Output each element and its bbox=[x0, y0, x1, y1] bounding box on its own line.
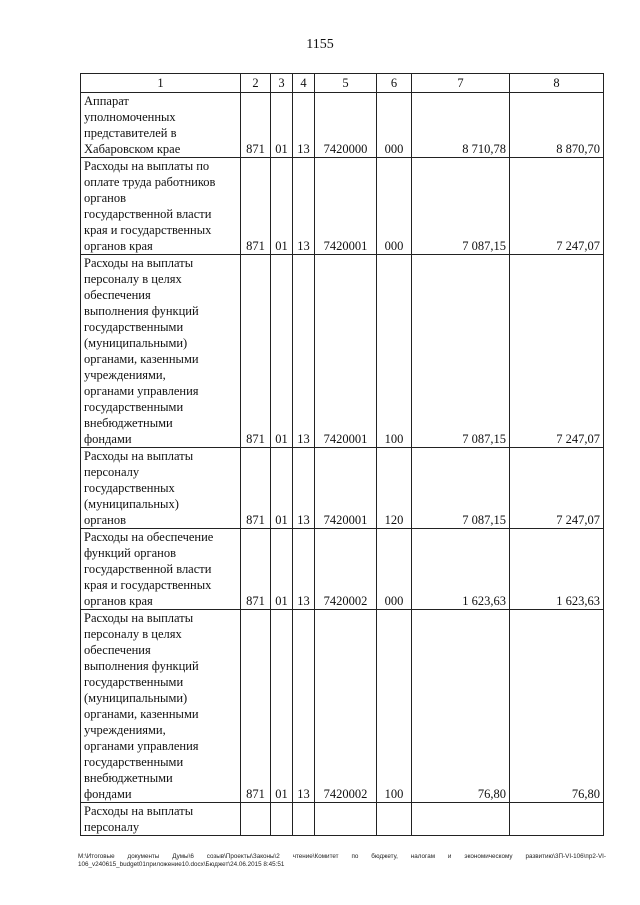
row-name-line: органов bbox=[84, 513, 127, 527]
table-cell: 100 bbox=[377, 610, 412, 803]
table-cell: 7420001 bbox=[315, 158, 377, 255]
table-cell: 100 bbox=[377, 255, 412, 448]
table-cell: 01 bbox=[271, 448, 293, 529]
row-name-line: государственной власти bbox=[84, 207, 212, 221]
footer-file-path: M:\Итоговые документы Думы\6 созыв\Проекты\Законы\2 чтение\Комитет по бюджету, налогам и экономическому развитию\3П-VI-106\пр2-VI-106_v240615_budget01приложение10.docx\Бюджет\24.06.2015 8:45:51 bbox=[78, 853, 606, 868]
row-name-cell bbox=[81, 93, 241, 158]
table-cell: 000 bbox=[377, 158, 412, 255]
column-header: 6 bbox=[377, 74, 412, 93]
table-cell: 7 247,07 bbox=[510, 448, 604, 529]
table-cell: 120 bbox=[377, 448, 412, 529]
table-cell: 7 247,07 bbox=[510, 158, 604, 255]
row-name-line: (муниципальными) bbox=[84, 336, 188, 350]
row-name-cell bbox=[81, 448, 241, 529]
table-cell: 1 623,63 bbox=[412, 529, 510, 610]
table-cell: 01 bbox=[271, 255, 293, 448]
row-name-line: персоналу bbox=[84, 465, 140, 479]
table-cell: 7 087,15 bbox=[412, 255, 510, 448]
table-cell: 871 bbox=[241, 610, 271, 803]
row-name-line: государственных bbox=[84, 481, 175, 495]
row-name-line: обеспечения bbox=[84, 288, 151, 302]
row-name-cell bbox=[81, 803, 241, 836]
row-name-line: учреждениями, bbox=[84, 723, 166, 737]
row-name-line: Расходы на выплаты bbox=[84, 611, 194, 625]
table-cell: 000 bbox=[377, 529, 412, 610]
column-header: 3 bbox=[271, 74, 293, 93]
table-cell: 871 bbox=[241, 529, 271, 610]
table-cell bbox=[510, 803, 604, 836]
row-name-line: Аппарат bbox=[84, 94, 129, 108]
table-cell: 7420001 bbox=[315, 448, 377, 529]
row-name-line: (муниципальными) bbox=[84, 691, 188, 705]
table-cell: 7 087,15 bbox=[412, 158, 510, 255]
column-header: 5 bbox=[315, 74, 377, 93]
table-cell: 1 623,63 bbox=[510, 529, 604, 610]
table-cell: 871 bbox=[241, 93, 271, 158]
row-name-line: государственной власти bbox=[84, 562, 212, 576]
row-name-cell bbox=[81, 158, 241, 255]
table-cell: 13 bbox=[293, 529, 315, 610]
table-cell bbox=[293, 803, 315, 836]
table-cell: 01 bbox=[271, 93, 293, 158]
column-header: 2 bbox=[241, 74, 271, 93]
table-cell: 13 bbox=[293, 448, 315, 529]
row-name-cell bbox=[81, 529, 241, 610]
table-cell: 13 bbox=[293, 158, 315, 255]
table-cell: 76,80 bbox=[412, 610, 510, 803]
row-name-line: государственными bbox=[84, 320, 184, 334]
table-cell: 871 bbox=[241, 158, 271, 255]
table-cell: 000 bbox=[377, 93, 412, 158]
table-cell bbox=[315, 803, 377, 836]
row-name-line: Расходы на выплаты bbox=[84, 256, 194, 270]
budget-table bbox=[80, 73, 604, 836]
table-cell: 7420002 bbox=[315, 529, 377, 610]
column-header: 7 bbox=[412, 74, 510, 93]
row-name-cell bbox=[81, 610, 241, 803]
table-cell: 01 bbox=[271, 529, 293, 610]
table-cell bbox=[412, 803, 510, 836]
table-cell: 871 bbox=[241, 448, 271, 529]
row-name-line: выполнения функций bbox=[84, 304, 199, 318]
table-cell: 7420002 bbox=[315, 610, 377, 803]
row-name-line: Расходы на выплаты по bbox=[84, 159, 210, 173]
row-name-line: государственными bbox=[84, 755, 184, 769]
table-row bbox=[81, 93, 604, 158]
table-row bbox=[81, 803, 604, 836]
row-name-line: выполнения функций bbox=[84, 659, 199, 673]
row-name-line: внебюджетными bbox=[84, 416, 173, 430]
row-name-line: персоналу bbox=[84, 820, 140, 834]
table-row bbox=[81, 158, 604, 255]
row-name-line: фондами bbox=[84, 432, 132, 446]
row-name-line: органами, казенными bbox=[84, 352, 199, 366]
table-cell: 13 bbox=[293, 610, 315, 803]
row-name-line: органов края bbox=[84, 239, 153, 253]
row-name-line: края и государственных bbox=[84, 223, 212, 237]
row-name-line: Хабаровском крае bbox=[84, 142, 181, 156]
row-name-line: персоналу в целях bbox=[84, 627, 182, 641]
column-header: 4 bbox=[293, 74, 315, 93]
table-cell: 7420000 bbox=[315, 93, 377, 158]
row-name-line: органами, казенными bbox=[84, 707, 199, 721]
row-name-line: Расходы на выплаты bbox=[84, 804, 194, 818]
table-row bbox=[81, 610, 604, 803]
table-cell: 7 087,15 bbox=[412, 448, 510, 529]
table-cell bbox=[241, 803, 271, 836]
row-name-line: оплате труда работников bbox=[84, 175, 216, 189]
table-cell: 8 710,78 bbox=[412, 93, 510, 158]
table-cell bbox=[271, 803, 293, 836]
row-name-line: представителей в bbox=[84, 126, 177, 140]
table-cell: 76,80 bbox=[510, 610, 604, 803]
row-name-line: государственными bbox=[84, 400, 184, 414]
table-cell: 871 bbox=[241, 255, 271, 448]
row-name-line: внебюджетными bbox=[84, 771, 173, 785]
table-header-row bbox=[81, 74, 604, 93]
row-name-line: персоналу в целях bbox=[84, 272, 182, 286]
row-name-line: государственными bbox=[84, 675, 184, 689]
row-name-line: органов края bbox=[84, 594, 153, 608]
row-name-line: (муниципальных) bbox=[84, 497, 179, 511]
table-cell: 13 bbox=[293, 255, 315, 448]
table-cell: 7 247,07 bbox=[510, 255, 604, 448]
row-name-line: органов bbox=[84, 191, 127, 205]
row-name-line: края и государственных bbox=[84, 578, 212, 592]
row-name-cell bbox=[81, 255, 241, 448]
row-name-line: Расходы на обеспечение bbox=[84, 530, 214, 544]
row-name-line: уполномоченных bbox=[84, 110, 176, 124]
row-name-line: Расходы на выплаты bbox=[84, 449, 194, 463]
table-cell: 13 bbox=[293, 93, 315, 158]
table-cell: 7420001 bbox=[315, 255, 377, 448]
row-name-line: обеспечения bbox=[84, 643, 151, 657]
column-header: 8 bbox=[510, 74, 604, 93]
row-name-line: органами управления bbox=[84, 384, 199, 398]
table-row bbox=[81, 529, 604, 610]
row-name-line: фондами bbox=[84, 787, 132, 801]
table-row bbox=[81, 448, 604, 529]
table-cell bbox=[377, 803, 412, 836]
table-cell: 01 bbox=[271, 610, 293, 803]
page-number: 1155 bbox=[306, 37, 334, 52]
row-name-line: функций органов bbox=[84, 546, 177, 560]
table-cell: 8 870,70 bbox=[510, 93, 604, 158]
table-cell: 01 bbox=[271, 158, 293, 255]
row-name-line: учреждениями, bbox=[84, 368, 166, 382]
table-row bbox=[81, 255, 604, 448]
column-header: 1 bbox=[81, 74, 241, 93]
row-name-line: органами управления bbox=[84, 739, 199, 753]
